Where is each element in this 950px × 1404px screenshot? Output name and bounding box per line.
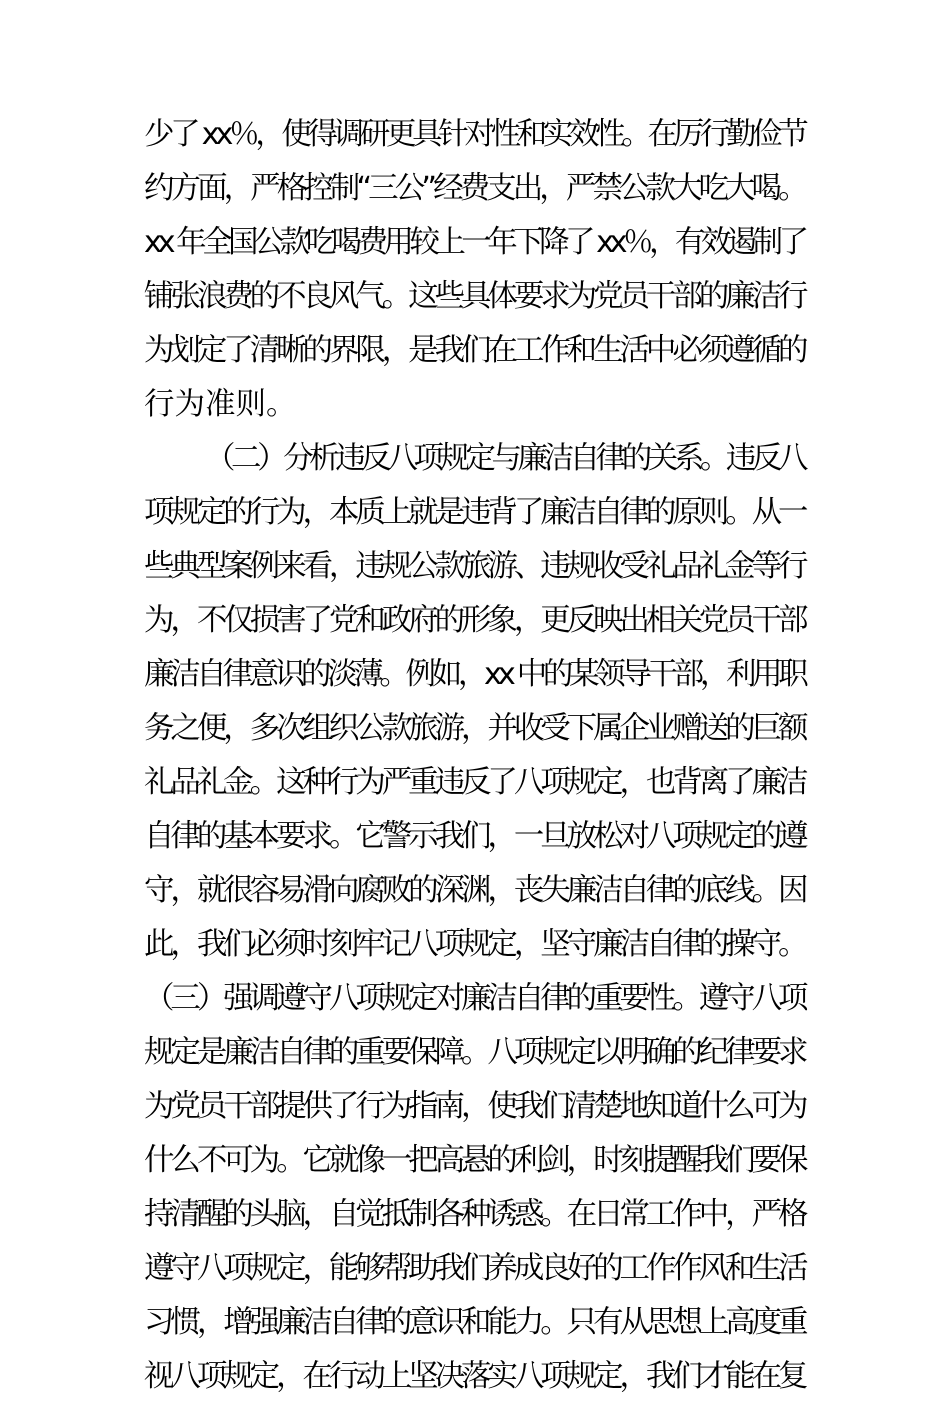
document-line: 约方面，严格控制“三公”经费支出，严禁公款大吃大喝。	[144, 171, 805, 206]
document-line: 礼品礼金。这种行为严重违反了八项规定，也背离了廉洁	[144, 765, 805, 800]
document-line: 习惯，增强廉洁自律的意识和能力。只有从思想上高度重	[144, 1305, 805, 1340]
document-line: 为，不仅损害了党和政府的形象，更反映出相关党员干部	[144, 603, 805, 638]
document-line: 少了 xx％，使得调研更具针对性和实效性。在厉行勤俭节	[144, 117, 805, 152]
document-line: 持清醒的头脑，自觉抵制各种诱惑。在日常工作中，严格	[144, 1197, 805, 1232]
document-line: 些典型案例来看，违规公款旅游、违规收受礼品礼金等行	[144, 549, 805, 584]
document-line: xx 年全国公款吃喝费用较上一年下降了 xx％，有效遏制了	[144, 225, 805, 260]
document-line: 为划定了清晰的界限，是我们在工作和生活中必须遵循的	[144, 333, 805, 368]
document-line: 此，我们必须时刻牢记八项规定，坚守廉洁自律的操守。	[144, 927, 805, 962]
document-line: 什么不可为。它就像一把高悬的利剑，时刻提醒我们要保	[144, 1143, 805, 1178]
document-line: 行为准则。	[144, 387, 297, 422]
document-line: 守，就很容易滑向腐败的深渊，丧失廉洁自律的底线。因	[144, 873, 805, 908]
document-body	[144, 108, 809, 1404]
document-line: 铺张浪费的不良风气。这些具体要求为党员干部的廉洁行	[144, 279, 805, 314]
document-line: 规定是廉洁自律的重要保障。八项规定以明确的纪律要求	[144, 1035, 805, 1070]
document-line: 项规定的行为，本质上就是违背了廉洁自律的原则。从一	[144, 495, 805, 530]
document-line: 廉洁自律意识的淡薄。例如，xx 中的某领导干部，利用职	[144, 657, 805, 692]
document-line: 为党员干部提供了行为指南，使我们清楚地知道什么可为	[144, 1089, 805, 1124]
document-line: 自律的基本要求。它警示我们，一旦放松对八项规定的遵	[144, 819, 805, 854]
document-line: 遵守八项规定，能够帮助我们养成良好的工作作风和生活	[144, 1251, 805, 1286]
document-line: （三）强调遵守八项规定对廉洁自律的重要性。遵守八项	[144, 981, 805, 1016]
document-line: （二）分析违反八项规定与廉洁自律的关系。违反八	[205, 441, 805, 476]
document-line: 视八项规定，在行动上坚决落实八项规定，我们才能在复	[144, 1359, 805, 1394]
document-line: 务之便，多次组织公款旅游，并收受下属企业赠送的巨额	[144, 711, 805, 746]
